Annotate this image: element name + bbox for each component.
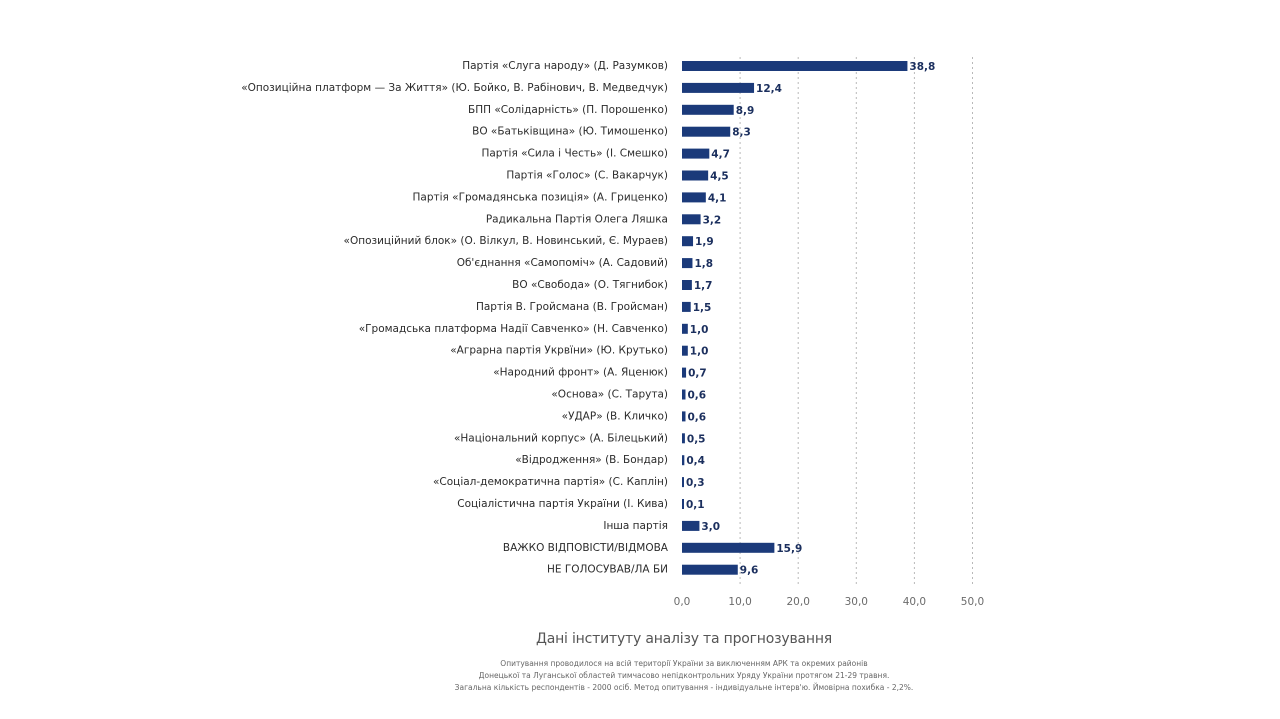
bar <box>682 236 693 246</box>
category-label: «Аграрна партія Укрвїни» (Ю. Крутько) <box>450 344 668 357</box>
bar <box>682 346 688 356</box>
source-title: Дані інституту аналізу та прогнозування <box>535 631 833 647</box>
x-tick-label: 10,0 <box>728 596 752 608</box>
survey-notes <box>0 658 1280 694</box>
value-label: 1,5 <box>692 301 712 314</box>
bar <box>682 192 706 202</box>
category-label: Партія В. Гройсмана (В. Гройсман) <box>475 300 668 313</box>
bar <box>682 214 701 224</box>
value-label: 0,6 <box>687 411 707 424</box>
x-tick-label: 0,0 <box>673 596 691 608</box>
category-label: Партія «Слуга народу» (Д. Разумков) <box>462 60 668 72</box>
category-label: «Опозиційна платформ — За Життя» (Ю. Бойко, В. Рабінович, В. Медведчук) <box>241 81 668 94</box>
category-label: «Громадська платформа Надії Савченко» (Н. Савченко) <box>358 322 668 335</box>
value-label: 0,6 <box>687 389 707 402</box>
bar <box>682 368 686 378</box>
category-label: ВО «Свобода» (О. Тягнибок) <box>512 279 668 291</box>
value-label: 1,7 <box>693 280 713 292</box>
category-label: Партія «Громадянська позиція» (А. Гриценко) <box>412 191 668 204</box>
value-label: 0,4 <box>686 455 705 468</box>
category-label: БПП «Солідарність» (П. Порошенко) <box>468 103 668 116</box>
bar <box>682 477 684 487</box>
bar <box>682 390 685 400</box>
bar <box>682 149 709 159</box>
value-label: 15,9 <box>776 542 803 555</box>
bar <box>682 83 754 93</box>
value-label: 0,1 <box>686 499 705 511</box>
bar <box>682 433 685 443</box>
value-label: 1,9 <box>695 236 714 249</box>
category-label: Партія «Сила і Честь» (І. Смешко) <box>481 147 668 160</box>
bar <box>682 455 684 465</box>
x-tick-label: 50,0 <box>960 596 985 608</box>
category-label: «Основа» (С. Тарута) <box>551 388 668 401</box>
value-label: 8,9 <box>735 104 755 117</box>
value-label: 12,4 <box>756 82 782 95</box>
value-label: 8,3 <box>732 126 751 139</box>
value-label: 4,1 <box>707 192 727 205</box>
category-label: «Народний фронт» (А. Яценюк) <box>493 366 668 379</box>
category-label: Об'єднання «Самопоміч» (А. Садовий) <box>456 257 668 270</box>
category-label: Партія «Голос» (С. Вакарчук) <box>506 169 668 182</box>
bar <box>682 302 691 312</box>
value-label: 0,7 <box>688 367 707 380</box>
category-label: НЕ ГОЛОСУВАВ/ЛА БИ <box>546 563 668 576</box>
category-label: Радикальна Партія Олега Ляшка <box>485 213 668 226</box>
x-tick-label: 20,0 <box>786 596 810 608</box>
bar <box>682 171 708 181</box>
value-label: 0,3 <box>686 477 705 490</box>
survey-note-line-1: Опитування проводилося на всій території України за виключенням АРК та окремих районів <box>500 659 868 668</box>
value-label: 1,8 <box>694 258 714 271</box>
bar <box>682 565 738 575</box>
bar <box>682 499 684 509</box>
bar <box>682 543 774 553</box>
value-label: 3,0 <box>701 520 721 533</box>
category-label: Соціалістична партія України (І. Кива) <box>457 498 668 510</box>
category-label: «Опозиційний блок» (О. Вілкул, В. Новинський, Є. Мураев) <box>343 235 668 248</box>
category-label: ВАЖКО ВІДПОВІСТИ/ВІДМОВА <box>502 541 668 554</box>
x-tick-label: 40,0 <box>902 596 927 608</box>
value-label: 9,6 <box>739 564 759 577</box>
bar <box>682 521 699 531</box>
x-tick-label: 30,0 <box>844 596 868 608</box>
value-label: 0,5 <box>686 433 706 446</box>
value-label: 1,0 <box>689 345 709 358</box>
value-label: 38,8 <box>909 61 936 73</box>
value-label: 4,7 <box>711 148 730 161</box>
value-label: 1,0 <box>689 323 709 336</box>
survey-note-line-3: Загальна кількість респондентів - 2000 осіб. Метод опитування - індивідуальне інтерв'ю. Ймовірна похибка - 2,2%. <box>454 683 914 692</box>
bar <box>682 61 907 71</box>
value-label: 4,5 <box>710 170 729 183</box>
category-label: «Соціал-демократична партія» (С. Каплін) <box>433 476 668 489</box>
value-label: 3,2 <box>702 214 722 227</box>
category-label: «УДАР» (В. Кличко) <box>561 410 668 423</box>
category-label: «Національний корпус» (А. Білецький) <box>453 432 668 445</box>
category-label: ВО «Батьківщина» (Ю. Тимошенко) <box>472 125 668 138</box>
bar <box>682 324 688 334</box>
bar <box>682 258 692 268</box>
category-label: Інша партія <box>603 519 668 532</box>
bar <box>682 105 734 115</box>
category-label: «Відродження» (В. Бондар) <box>515 454 668 467</box>
bar <box>682 280 692 290</box>
bar <box>682 127 730 137</box>
bar <box>682 411 685 421</box>
survey-note-line-2: Донецької та Луганської областей тимчасово непідконтрольних Уряду України протягом 21-29 травня. <box>478 671 890 680</box>
